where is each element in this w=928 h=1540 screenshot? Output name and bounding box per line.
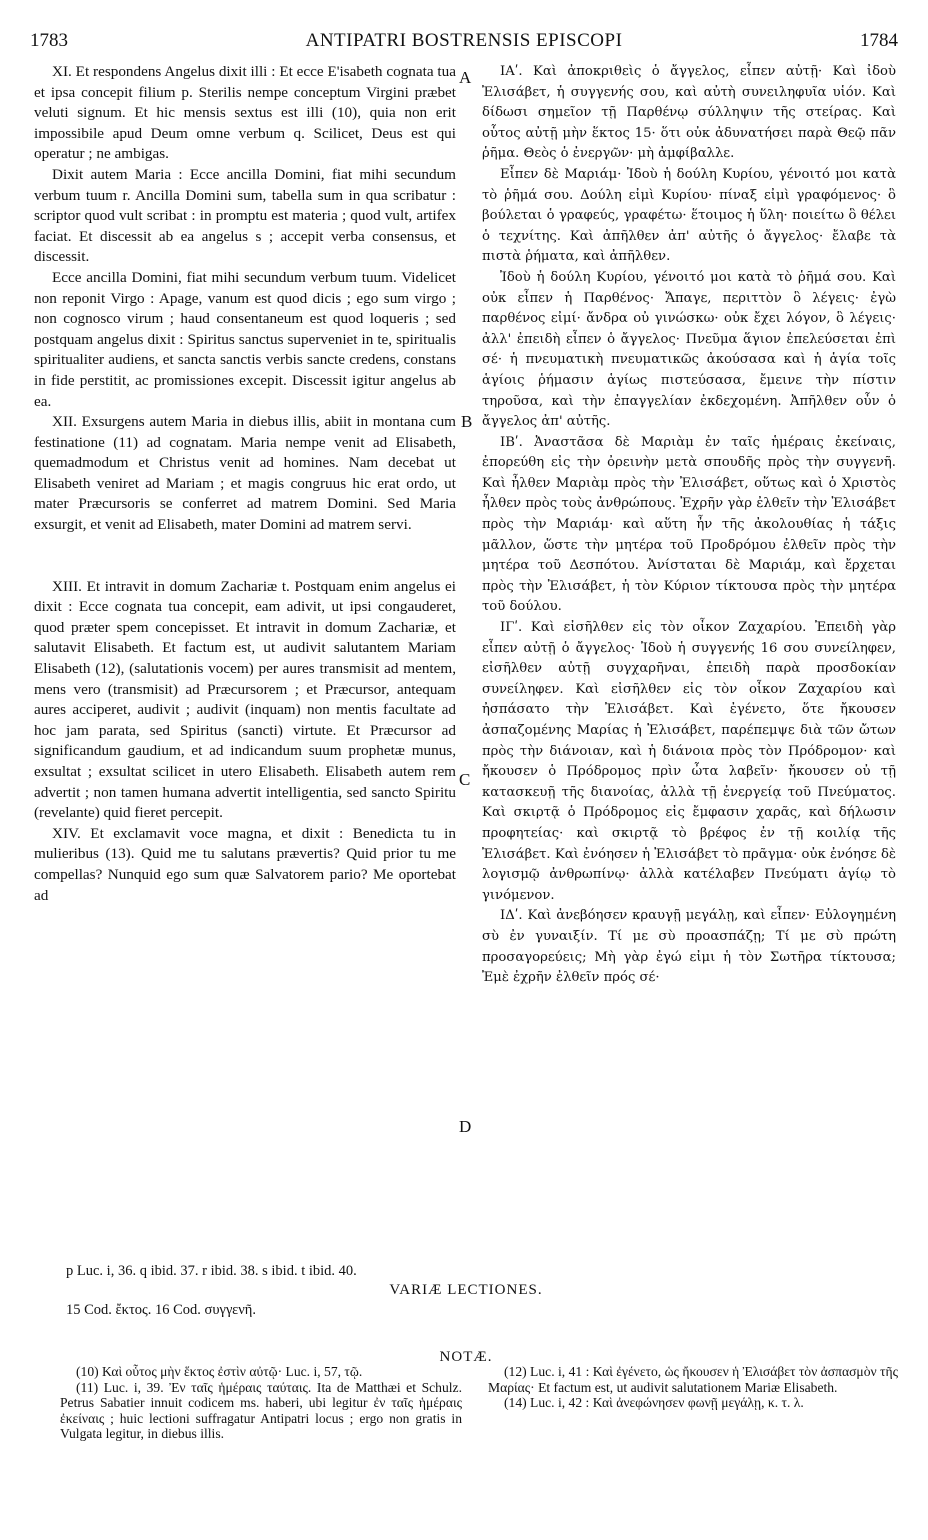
notes-right-column bbox=[488, 1364, 898, 1411]
margin-letter-a: A bbox=[459, 68, 472, 87]
page-number-left: 1783 bbox=[30, 30, 68, 51]
variae-lectiones: 15 Cod. ἔκτος. 16 Cod. συγγενῆ. bbox=[66, 1302, 256, 1318]
note: (14) Luc. i, 42 : Καὶ ἀνεφώνησεν φωνῇ μεγάλῃ, κ. τ. λ. bbox=[504, 1395, 804, 1411]
latin-paragraph: XIV. Et exclamavit voce magna, et dixit : Benedicta tu in mulieribus (13). Quid me tu salutans prævertis? Quid prior tu me compellas? Nunquid ego sum quæ Salvatorem pario? Me oportebat ad bbox=[34, 824, 456, 904]
running-title: ANTIPATRI BOSTRENSIS EPISCOPI bbox=[305, 30, 623, 51]
latin-paragraph: Dixit autem Maria : Ecce ancilla Domini, fiat mihi secundum verbum tuum r. Ancilla Domini sum, tabella sum in qua scribatur : scriptor quod vult scribat : in promptu est materia ; quod vult, artifex faciat. Et discessit ab ea angelus s ; accepit verba consensus, et discessit. bbox=[34, 165, 456, 266]
margin-letter-b: B bbox=[461, 412, 473, 431]
note: (11) Luc. i, 39. Ἐν ταῖς ἡμέραις ταύταις. Ita de Matthæi et Schulz. Petrus Sabatier innuit codicem ms. haberi, ubi legitur ἐν ταῖς ἡμέραις ἐκείναις ; huic lectioni suffragatur Antipatri locus ; ergo non gratis in Vulgata legitur, in diebus illis. bbox=[60, 1379, 462, 1442]
note: (12) Luc. i, 41 : Καὶ ἐγένετο, ὡς ἤκουσεν ἡ Ἐλισάβετ τὸν ἀσπασμὸν τῆς Μαρίας· Et factum est, ut audivit salutationem Mariæ Elisabeth. bbox=[488, 1364, 898, 1395]
latin-paragraph: XII. Exsurgens autem Maria in diebus illis, abiit in montana cum festinatione (11) ad cognatam. Maria nempe venit ad Elisabeth, quemadmodum et Christus venit ad homines. Nam decebat ut Elisabeth veniret ad Mariam ; et magis congruus hic erat ordo, ut mater Præcursoris se conferret ad matrem Domini. Sed Maria exsurgit, et venit ad Elisabeth, mater Domini ad matrem servi. bbox=[34, 413, 456, 534]
running-header bbox=[30, 30, 898, 56]
greek-column bbox=[482, 62, 896, 989]
latin-column bbox=[34, 62, 456, 906]
latin-paragraph: XI. Et respondens Angelus dixit illi : Et ecce E'isabeth cognata tua et ipsa concepit filium p. Sterilis nempe conceptum Virgini præbet veluti signum. Et hic mensis sextus est illi (10), quia non erit impossibile apud Deum omne verbum q. Scilicet, Deus est qui operatur ; ne ambigas. bbox=[34, 63, 456, 163]
variae-lectiones-heading: VARIÆ LECTIONES. bbox=[389, 1282, 543, 1298]
notae-heading: NOTÆ. bbox=[439, 1349, 493, 1365]
column-gap bbox=[34, 536, 456, 577]
margin-letter-c: C bbox=[459, 770, 471, 789]
greek-paragraph: Ἰδοὺ ἡ δούλη Κυρίου, γένοιτό μοι κατὰ τὸ ῥῆμά σου. Καὶ οὐκ εἶπεν ἡ Παρθένος· Ἄπαγε, περιττὸν ὃ λέγεις· ἐγὼ παρθένος εἰμί· ἄνδρα οὐ γινώσκω· οὐκ ἔχει λόγον, ὃ λέγεις· ἀλλ' ἐπειδὴ εἶπεν ὁ ἄγγελος· Πνεῦμα ἅγιον ἐπελεύσεται ἐπὶ σέ· ἡ πνευματικὴ πνευματικῶς ἀκούσασα καὶ ἡ ἁγία τοῖς ἁγίοις ῥήμασιν ἁγίως πιστεύσασα, ἔμεινε τὴν πίστιν τηροῦσα, καὶ τὴν ἐπαγγελίαν ἐκδεχομένη. Ἀπῆλθεν οὖν ὁ ἄγγελος ἀπ' αὐτῆς. bbox=[482, 269, 896, 430]
greek-paragraph: ΙΔʹ. Καὶ ἀνεβόησεν κραυγῇ μεγάλῃ, καὶ εἶπεν· Εὐλογημένη σὺ ἐν γυναιξίν. Τί με σὺ προασπάζῃ; Τί με σὺ πρώτη προσαγορεύεις; Μὴ γὰρ ἐγώ εἰμι ἡ τὸν Σωτῆρα τίκτουσα; Ἐμὲ ἐχρῆν ἐλθεῖν πρός σέ· bbox=[482, 908, 896, 986]
notes-left-column bbox=[60, 1364, 462, 1442]
greek-paragraph: ΙΒʹ. Ἀναστᾶσα δὲ Μαριὰμ ἐν ταῖς ἡμέραις ἐκείναις, ἐπορεύθη εἰς τὴν ὀρεινὴν μετὰ σπουδῆς πρὸς τὴν συγγενῆ. Καὶ ἦλθεν Μαριὰμ πρὸς τὴν Ἐλισάβετ, οὕτως καὶ ὁ Χριστὸς ἦλθεν πρὸς τοὺς ἀνθρώπους. Ἐχρῆν γὰρ ἐλθεῖν τὴν Ἐλισάβετ πρὸς τὴν Μαριάμ· καὶ αὕτη ἦν τῆς ἀκολουθίας ἡ τάξις μᾶλλον, ὥστε τὴν μητέρα τοῦ Προδρόμου ἐλθεῖν πρὸς τὴν μητέρα τοῦ Δεσπότου. Ἀνίσταται δὲ Μαριάμ, καὶ ἔρχεται πρὸς τὴν Ἐλισάβετ, ἡ τὸν Κύριον τίκτουσα πρὸς τὴν μητέρα τοῦ δούλου. bbox=[482, 434, 896, 615]
footnote-references: p Luc. i, 36. q ibid. 37. r ibid. 38. s ibid. t ibid. 40. bbox=[66, 1263, 357, 1279]
greek-paragraph: ΙΓʹ. Καὶ εἰσῆλθεν εἰς τὸν οἶκον Ζαχαρίου. Ἐπειδὴ γὰρ εἶπεν αὐτῇ ὁ ἄγγελος· Ἰδοὺ ἡ συγγενής 16 σου συνείληφεν, εἰσῆλθεν αὐτῇ συγχαρῆναι, ἐπειδὴ παρὰ προσδοκίαν συνείληφεν. Καὶ εἰσῆλθεν εἰς τὸν οἶκον Ζαχαρίου καὶ ἠσπάσατο τὴν Ἐλισάβετ. Καὶ ἐγένετο, ὅτε ἤκουσεν ἀσπαζομένης Μαρίας ἡ Ἐλισάβετ, παρέπεμψε διὰ τῶν ὤτων πρὸς τὴν διάνοιαν, καὶ ἡ διάνοια πρὸς τὸν Πρόδρομον· καὶ ἤκουσεν ὁ Πρόδρομος πρὶν ὦτα λαβεῖν· ἤκουσεν οὐ τῇ κατασκευῇ τῆς διανοίας, ἀλλὰ τῇ ἐνεργείᾳ τοῦ Πνεύματος. Καὶ σκιρτᾷ ὁ Πρόδρομος εἰς ἔμφασιν χαρᾶς, καὶ δήλωσιν προφητείας· καὶ σκιρτᾷ τὸ βρέφος ἐν τῇ κοιλίᾳ τῆς Ἐλισάβετ. Καὶ ἐνόησεν ἡ Ἐλισάβετ τὸ πρᾶγμα· οὐκ ἐνόησε δὲ λογισμῷ ἀνθρωπίνῳ· ἀλλὰ κατέλαβεν Πνεύματι ἁγίῳ τὸ γινόμενον. bbox=[482, 620, 896, 903]
latin-paragraph: Ecce ancilla Domini, fiat mihi secundum verbum tuum. Videlicet non reponit Virgo : Apage, vanum est quod dicis ; ego sum virgo ; non cognosco virum ; haud consentaneum est quod loqueris ; sed postquam angelus dixit : Spiritus sanctus superveniet in te, spiritualis spiritualiter audiens, et sancta sanctis verbis sancte credens, constans in fide perstitit, ac promissiones excepit. Discessit igitur angelus ab ea. bbox=[34, 268, 456, 410]
latin-paragraph: XIII. Et intravit in domum Zachariæ t. Postquam enim angelus ei dixit : Ecce cognata tua concepit, eam adivit, ut ipsi congauderet, quod præter spem concepisset. Et intravit in domum Zachariæ, et salutavit Elisabeth. Et factum est, ut audivit salutantem Mariam Elisabeth (12), (salutationis vocem) per aures transmisit ad mentem, mens vero (transmisit) ad Præcursorem ; et Præcursor, antequam aures acciperet, audivit ; audivit (inquam) non mentis facultate ad hoc jam parata, sed Spiritus (sancti) virtute. Et Præcursor ad significandum gaudium, et ad indicandum suum prophetæ munus, exsultat ; exsultat scilicet in utero Elisabeth. Elisabeth autem rem advertit ; non tamen humana advertit intelligentia, sed sancto Spiritu (revelante) quid fieret percepit. bbox=[34, 577, 456, 822]
page-number-right: 1784 bbox=[860, 30, 898, 51]
greek-paragraph: ΙΑʹ. Καὶ ἀποκριθεὶς ὁ ἄγγελος, εἶπεν αὐτῇ· Καὶ ἰδοὺ Ἐλισάβετ, ἡ συγγενής σου, καὶ αὐτὴ συνειληφυῖα υἱόν. Καὶ δίδωσι σημεῖον τῇ Παρθένῳ σύλληψιν τῆς στείρας. Καὶ οὗτος αὐτῇ μὴν ἕκτος 15· ὅτι οὐκ ἀδυνατήσει παρὰ Θεῷ πᾶν ῥῆμα. Θεὸς ὁ ἐνεργῶν· μὴ ἀμφίβαλλε. bbox=[482, 64, 896, 162]
margin-letter-d: D bbox=[459, 1117, 472, 1136]
note: (10) Καὶ οὗτος μὴν ἕκτος ἐστὶν αὐτῷ· Luc. i, 57, τῷ. bbox=[76, 1364, 363, 1379]
greek-paragraph: Εἶπεν δὲ Μαριάμ· Ἰδοὺ ἡ δούλη Κυρίου, γένοιτό μοι κατὰ τὸ ῥῆμά σου. Δούλη εἰμὶ Κυρίου· πίναξ εἰμὶ γραφόμενος· ὃ βούλεται ὁ γραφεύς, γραφέτω· ἕτοιμος ἡ ὕλη· ποιείτω ὃ θέλει ὁ τεχνίτης. Καὶ ἀπῆλθεν ἀπ' αὐτῆς ὁ ἄγγελος· ἔλαβε τὰ πιστὰ ῥήματα, καὶ ἀπῆλθεν. bbox=[482, 166, 896, 265]
